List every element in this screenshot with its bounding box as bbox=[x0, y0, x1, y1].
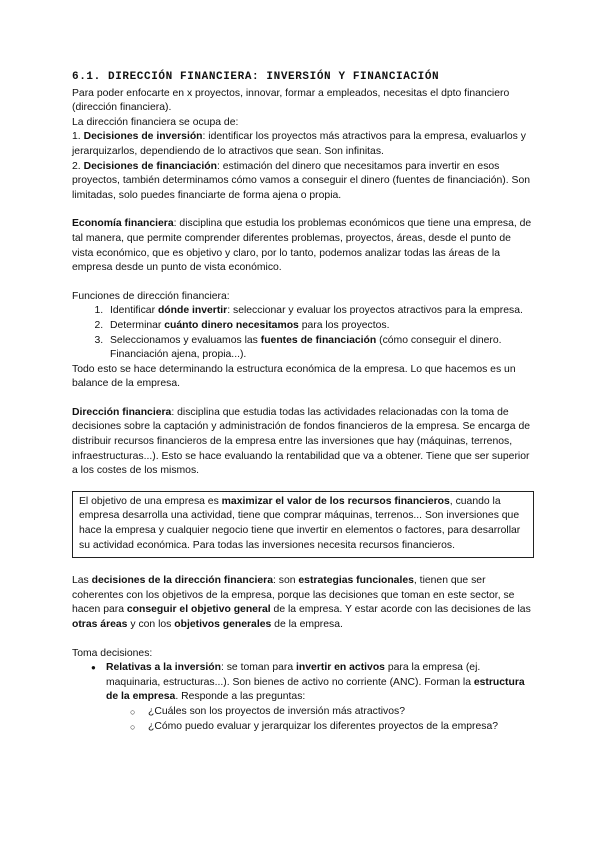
item-term: invertir en activos bbox=[296, 662, 385, 674]
item-text: . Responde a las preguntas: bbox=[175, 691, 306, 703]
decision-text: : estimación del dinero que necesitamos para invertir en esos proyectos, también determinamos cómo vamos a conseguir el dinero (fuentes de financiación). Son limitadas, solo puedes financiarte de forma ajena o propia. bbox=[72, 160, 531, 201]
term: conseguir el objetivo general bbox=[126, 604, 271, 616]
decision-investment bbox=[72, 130, 534, 159]
document-page bbox=[72, 70, 534, 734]
functions-list bbox=[72, 304, 534, 362]
text: de la empresa. Y estar acorde con las decisiones de las bbox=[270, 604, 531, 616]
decision-financing bbox=[72, 160, 534, 204]
decisions-intro: Toma decisiones: bbox=[72, 647, 153, 659]
economia-financiera-definition bbox=[72, 217, 534, 275]
intro-scope: La dirección financiera se ocupa de: bbox=[72, 116, 239, 128]
text: de la empresa. bbox=[271, 619, 343, 630]
item-term: Relativas a la inversión bbox=[106, 662, 221, 674]
direccion-financiera-definition bbox=[72, 406, 534, 479]
intro-paragraph: Para poder enfocarte en x proyectos, innovar, formar a empleados, necesitas el dpto financiero (dirección financiera). bbox=[72, 87, 510, 114]
term: estrategias funcionales bbox=[298, 575, 414, 587]
text: y con los bbox=[127, 619, 175, 630]
list-item bbox=[106, 319, 534, 334]
term: objetivos generales bbox=[174, 619, 272, 630]
item-term: cuánto dinero necesitamos bbox=[164, 319, 299, 331]
item-term: dónde invertir bbox=[157, 305, 228, 317]
functions-summary: Todo esto se hace determinando la estructura económica de la empresa. Lo que hacemos es un balance de la empresa. bbox=[72, 363, 516, 390]
decision-text: : identificar los proyectos más atractivos para la empresa, evaluarlos y jerarquizarlos, dependiendo de lo atractivos que sean. Son infinitas. bbox=[72, 131, 526, 157]
item-text: para la empresa (ej. maquinaria, estructuras...). Son bienes de activo no corriente (ANC). Forman la bbox=[106, 662, 481, 688]
item-term: fuentes de financiación bbox=[260, 334, 377, 346]
item-text: Identificar bbox=[110, 305, 158, 317]
box-text: El objetivo de una empresa es bbox=[79, 495, 222, 507]
questions-list bbox=[106, 705, 534, 734]
financial-decisions-paragraph bbox=[72, 574, 534, 632]
item-text: : se toman para bbox=[220, 662, 297, 674]
text: , tienen que ser coherentes con los objetivos de la empresa, porque las decisiones que toman en este sector, se hacen para bbox=[72, 575, 515, 616]
question-item: ○ ¿Cómo puedo evaluar y jerarquizar los diferentes proyectos de la empresa? bbox=[148, 720, 534, 735]
item-term: estructura de la empresa bbox=[106, 676, 525, 703]
text: Las bbox=[72, 575, 92, 587]
box-text: , cuando la empresa desarrolla una actividad, tiene que comprar máquinas, terrenos... Son inversiones que hace la empresa y cualquier negocio tiene que invertir en elementos o factores, para desarrollar su actividad económica. Para todas las inversiones necesita recursos financieros. bbox=[79, 495, 521, 551]
term: otras áreas bbox=[72, 619, 128, 630]
list-item bbox=[106, 304, 534, 319]
item-text: Determinar bbox=[110, 319, 165, 331]
decision-number: 2. bbox=[72, 160, 84, 172]
item-text: : seleccionar y evaluar los proyectos atractivos para la empresa. bbox=[227, 305, 523, 317]
term: Dirección financiera bbox=[72, 406, 172, 418]
item-text: Seleccionamos y evaluamos las bbox=[110, 334, 261, 346]
decision-number: 1. bbox=[72, 131, 84, 143]
definition: : disciplina que estudia todas las actividades relacionadas con la toma de decisiones sobre la captación y administración de fondos financieros de la empresa. Se encarga de distribuir recursos financieros de la empresa entre las inversiones que hay (máquinas, terrenos, infraestructuras...). Esto se hace evaluando la rentabilidad que va a obtener. Tiene que ser superior a los costes de los mismos. bbox=[72, 406, 531, 477]
term: Economía financiera bbox=[72, 218, 174, 230]
section-heading: 6.1. DIRECCIÓN FINANCIERA: INVERSIÓN Y FINANCIACIÓN bbox=[72, 71, 440, 83]
decisions-list bbox=[72, 661, 534, 734]
box-term: maximizar el valor de los recursos financieros bbox=[221, 495, 450, 507]
question-item: ○ ¿Cuáles son los proyectos de inversión más atractivos? bbox=[148, 705, 534, 720]
text: : son bbox=[272, 575, 299, 587]
item-text: para los proyectos. bbox=[298, 319, 390, 331]
item-text: (cómo conseguir el dinero. Financiación ajena, propia...). bbox=[110, 334, 502, 361]
list-item bbox=[106, 661, 534, 734]
highlight-box bbox=[72, 491, 534, 558]
term: decisiones de la dirección financiera bbox=[91, 575, 273, 587]
definition: : disciplina que estudia los problemas económicos que tiene una empresa, de tal manera, que permite comprender diferentes problemas, proyectos, áreas, desde el punto de vista económico, que es objetivo y claro, por lo tanto, podemos analizar todas las áreas de la empresa desde un punto de vista económico. bbox=[72, 218, 532, 274]
decision-term: Decisiones de financiación bbox=[83, 160, 217, 172]
list-item bbox=[106, 334, 534, 363]
decision-term: Decisiones de inversión bbox=[83, 131, 203, 143]
functions-intro: Funciones de dirección financiera: bbox=[72, 290, 230, 302]
